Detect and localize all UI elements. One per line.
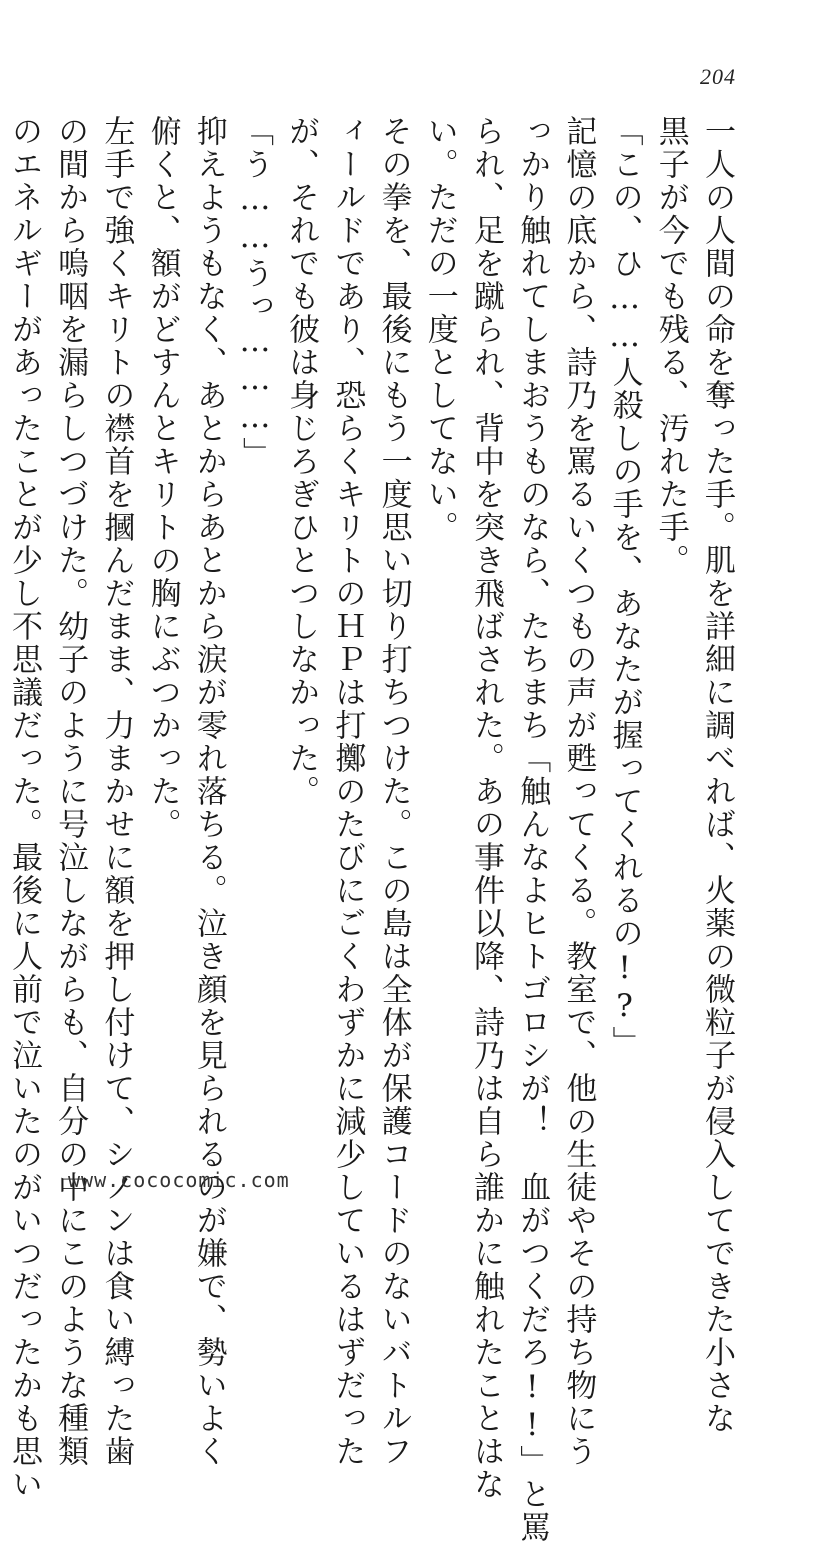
text-column: 左手で強くキリトの襟首を摑んだまま、力まかせに額を押し付けて、シノンは食い縛った歯 — [98, 115, 135, 1468]
text-column: が、それでも彼は身じろぎひとつしなかった。 — [283, 115, 320, 808]
text-column: のエネルギーがあったことが少し不思議だった。最後に人前で泣いたのがいつだったかも思い — [5, 115, 42, 1501]
watermark-text: www.cococomic.com — [68, 1168, 290, 1192]
text-column: の間から嗚咽を漏らしつづけた。幼子のように号泣しながらも、自分の中にこのような種類 — [52, 115, 89, 1468]
text-column: ィールドであり、恐らくキリトのＨＰは打擲のたびにごくわずかに減少しているはずだった — [329, 115, 366, 1468]
text-column: 「う……うっ………」 — [236, 115, 273, 470]
text-column: 俯くと、額がどすんとキリトの胸にぶつかった。 — [144, 115, 181, 841]
text-column: られ、足を蹴られ、背中を突き飛ばされた。あの事件以降、詩乃は自ら誰かに触れたことはな — [467, 115, 504, 1501]
text-column: 抑えようもなく、あとからあとから涙が零れ落ちる。泣き顔を見られるのが嫌で、勢いよく — [190, 115, 227, 1468]
text-column: 「この、ひ……人殺しの手を、あなたが握ってくれるの!?」 — [606, 115, 643, 1059]
text-column: 一人の人間の命を奪った手。肌を詳細に調べれば、火薬の微粒子が侵入してできた小さな — [699, 115, 735, 1435]
text-column: い。ただの一度としてない。 — [421, 115, 458, 544]
text-column: その拳を、最後にもう一度思い切り打ちつけた。この島は全体が保護コードのないバトルフ — [375, 115, 412, 1468]
text-column: っかり触れてしまおうものなら、たちまち「触んなよヒトゴロシが！ 血がつくだろ!!」と罵 — [514, 115, 551, 1544]
text-column: 黒子が今でも残る、汚れた手。 — [652, 115, 689, 577]
page-number: 204 — [700, 64, 736, 89]
text-column: 記憶の底から、詩乃を罵るいくつもの声が甦ってくる。教室で、他の生徒やその持ち物にう — [560, 115, 597, 1468]
